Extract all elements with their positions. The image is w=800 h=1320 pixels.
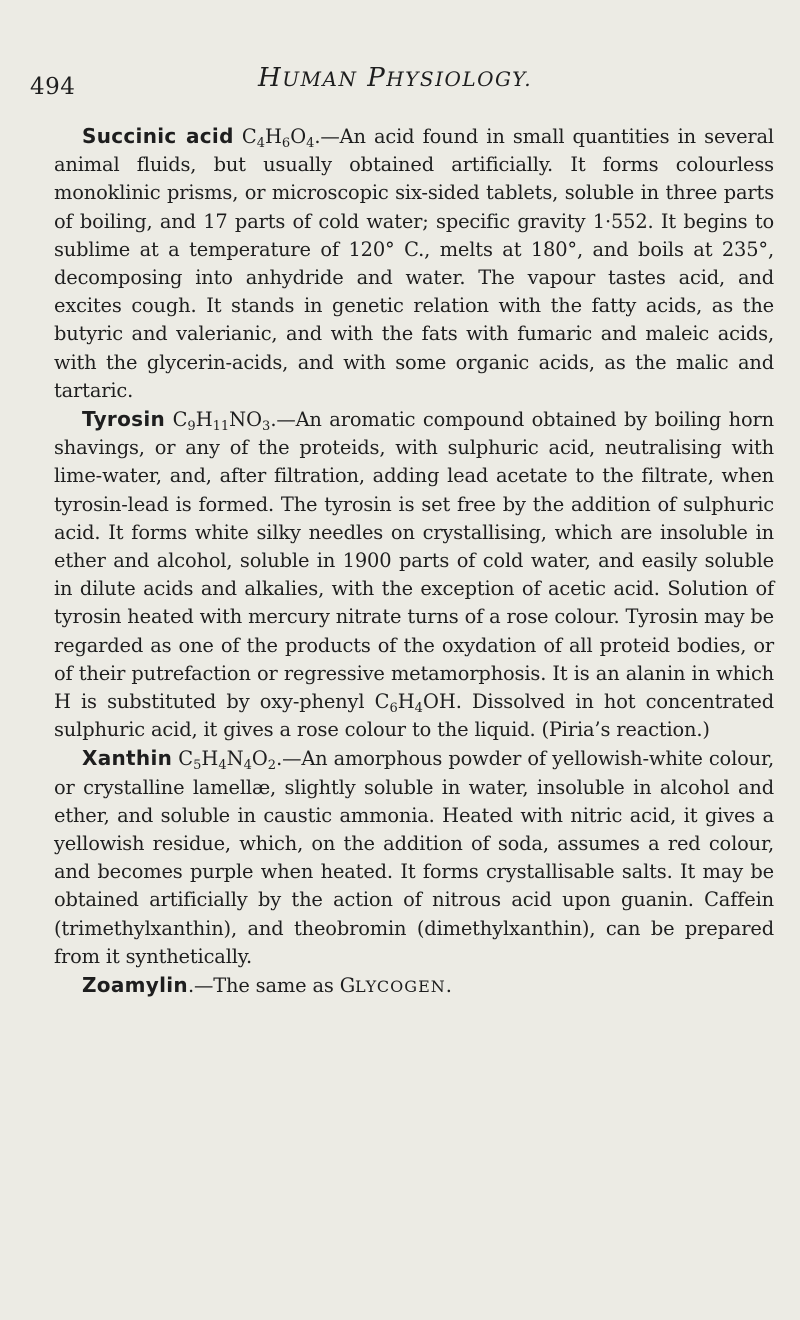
running-head xyxy=(258,63,532,93)
chemical-formula: $C_5H_4N_4O_2$ xyxy=(178,747,277,774)
entry-headword: Zoamylin xyxy=(82,973,188,998)
entry-text: .—An acid found in small quantities in several animal fluids, but usually obtained artificially. It forms colourless monoklinic prisms, or microscopic six-sided tablets, soluble in three parts of boiling, and 17 parts of cold water; specific gravity 1·552. It begins to sublime at a temperature of 120° C., melts at 180°, and boils at 235°, decomposing into anhydride and water. The vapour tastes acid, and excites cough. It stands in genetic relation with the fatty acids, as the butyric and valerianic, and with the fats with fumaric and maleic acids, with the glycerin-acids, and with some organic acids, as the malic and tartaric. xyxy=(54,125,774,402)
chemical-formula: $C_9H_{11}NO_3$ xyxy=(172,408,271,435)
entry-headword: Tyrosin xyxy=(82,407,166,432)
page-number: 494 xyxy=(30,74,76,100)
entry-headword: Xanthin xyxy=(82,746,173,771)
body-text xyxy=(54,122,774,1001)
entry-succinic-acid xyxy=(54,122,774,405)
cross-reference: GLYCOGEN xyxy=(339,974,446,998)
entry-text: .—An aromatic compound obtained by boiling horn shavings, or any of the proteids, with sulphuric acid, neutralising with lime-water, and, after filtration, adding lead acetate to the filtrate, when tyrosin-lead is formed. The tyrosin is set free by the addition of sulphuric acid. It forms white silky needles on crystallising, which are insoluble in ether and alcohol, soluble in 1900 parts of cold water, and easily soluble in dilute acids and alkalies, with the exception of acetic acid. Solution of tyrosin heated with mercury nitrate turns of a rose colour. Tyrosin may be regarded as one of the products of the oxydation of all proteid bodies, or of their putrefaction or regressive metamorphosis. It is an alanin in which H is substituted by oxy-phenyl xyxy=(54,408,774,714)
entry-xanthin xyxy=(54,744,774,971)
entry-text: .—The same as xyxy=(187,974,340,998)
entry-text: .—An amorphous powder of yellowish-white colour, or crystalline lamellæ, slightly soluble in water, insoluble in alcohol and ether, and soluble in caustic ammonia. Heated with nitric acid, it gives a yellowish residue, which, on the addition of soda, assumes a red colour, and becomes purple when heated. It forms crystallisable salts. It may be obtained artificially by the action of nitrous acid upon guanin. Caffein (trimethylxanthin), and theobromin (dimethylxanthin), can be prepared from it synthetically. xyxy=(54,747,774,968)
chemical-formula: $C_6H_4OH$ xyxy=(374,690,456,717)
entry-text: . Dissolved in hot concentrated sulphuric acid, it gives a rose colour to the liquid. (Piria’s reaction.) xyxy=(54,690,774,742)
running-head-h: H xyxy=(258,63,283,93)
running-head-p: P xyxy=(367,63,387,93)
running-head-uman: UMAN xyxy=(282,67,358,91)
entry-tyrosin xyxy=(54,405,774,744)
chemical-formula: $C_4H_6O_4$ xyxy=(241,125,315,151)
running-head-hysiology: HYSIOLOGY. xyxy=(386,67,533,91)
entry-headword: Succinic acid xyxy=(82,124,234,148)
entry-zoamylin: Zoamylin.—The same as GLYCOGEN. xyxy=(82,973,452,998)
